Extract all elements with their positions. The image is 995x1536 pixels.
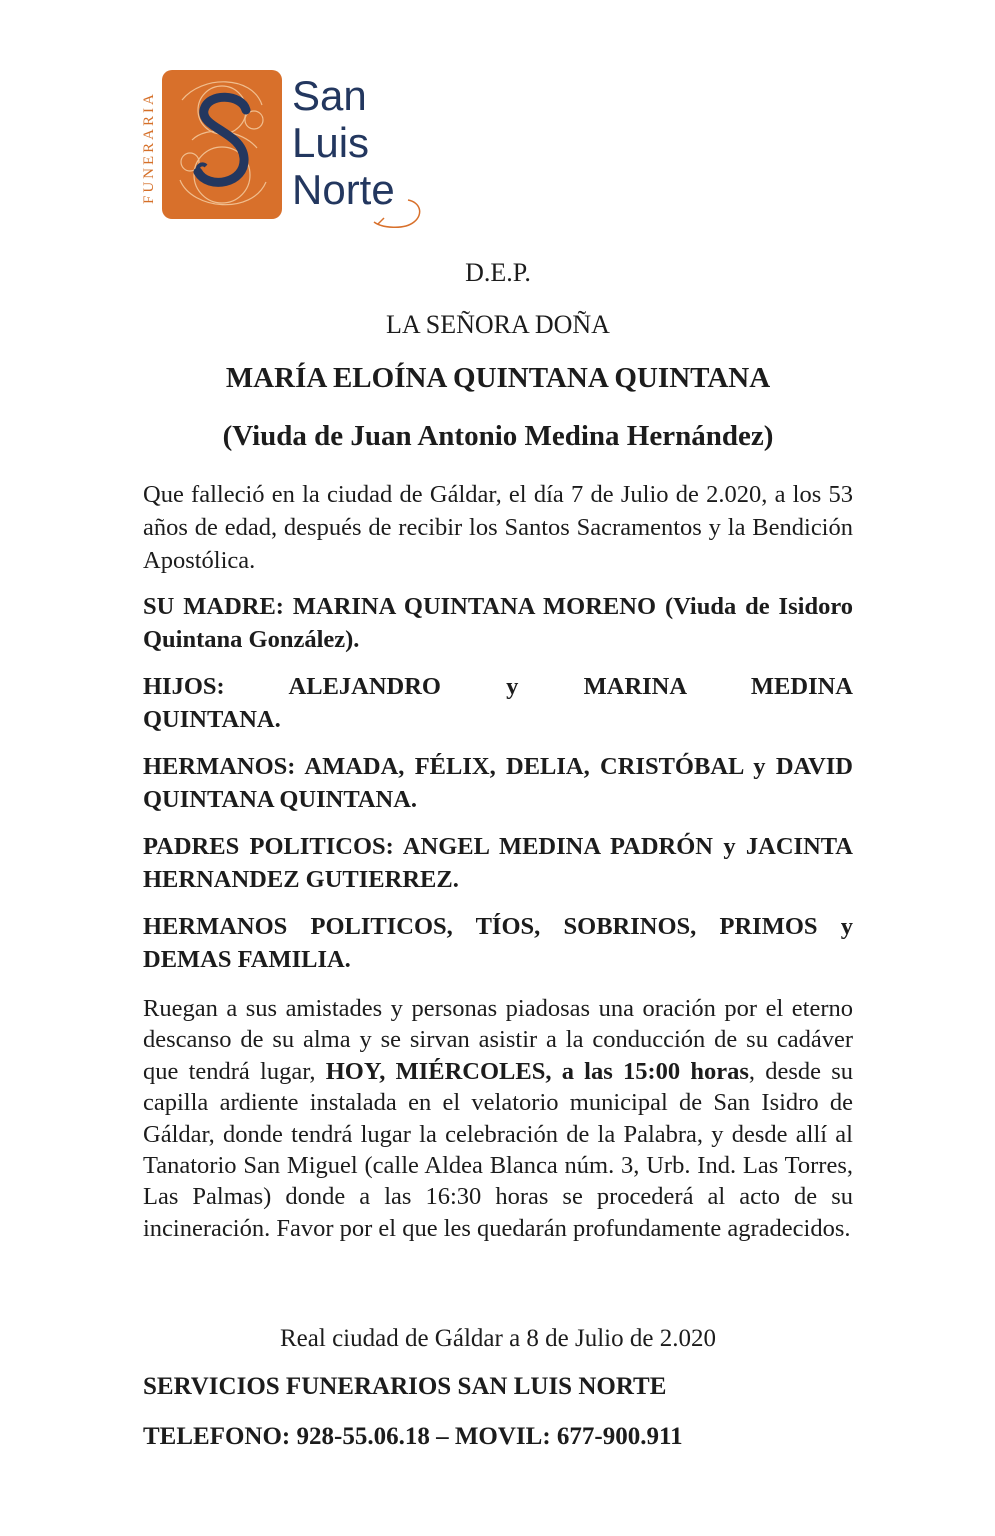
children-line-2: QUINTANA. [143,706,281,733]
siblings-line: HERMANOS: AMADA, FÉLIX, DELIA, CRISTÓBAL y DAVID QUINTANA QUINTANA. [143,753,853,813]
flourish-icon [368,192,428,232]
logo-name-line3: Norte [292,166,395,213]
logo-monogram [162,70,282,219]
services-line: SERVICIOS FUNERARIOS SAN LUIS NORTE [143,1373,667,1400]
logo-vertical-text: FUNERARIA [141,91,157,205]
request-text-2: , desde su capilla ardiente instalada en el velatorio municipal de San Isidro de Gáldar, donde tendrá lugar la celebración de la Palabra, y desde allí al Tanatorio San Miguel (calle Aldea Blanca núm. 3, Urb. Ind. Las Torres, Las Palmas) donde a las 16:30 horas se procederá al acto de su incineración. Favor por el que les quedarán profundamente agradecidos. [143,1057,853,1242]
mother-line: SU MADRE: MARINA QUINTANA MORENO (Viuda de Isidoro Quintana González). [143,593,853,653]
dep-heading: D.E.P. [465,258,531,287]
relatives-line: HERMANOS POLITICOS, TÍOS, SOBRINOS, PRIMOS y DEMAS FAMILIA. [143,913,853,973]
request-time-bold: HOY, MIÉRCOLES, a las 15:00 horas [325,1057,749,1085]
monogram-s-icon [162,70,282,219]
phones-line: TELEFONO: 928-55.06.18 – MOVIL: 677-900.911 [143,1423,683,1450]
deceased-name: MARÍA ELOÍNA QUINTANA QUINTANA [225,362,771,394]
place-date-line: Real ciudad de Gáldar a 8 de Julio de 2.020 [280,1325,716,1352]
children-block [143,670,853,736]
la-senora-heading: LA SEÑORA DOÑA [386,310,610,339]
logo-name-line1: San [292,72,367,119]
children-line-1: HIJOS: ALEJANDRO y MARINA MEDINA [143,673,853,700]
request-paragraph [143,993,853,1244]
parents-in-law-line: PADRES POLITICOS: ANGEL MEDINA PADRÓN y JACINTA HERNANDEZ GUTIERREZ. [143,833,853,893]
logo-name-line2: Luis [292,119,370,166]
death-notice: Que falleció en la ciudad de Gáldar, el día 7 de Julio de 2.020, a los 53 años de edad, después de recibir los Santos Sacramentos y la Bendición Apostólica. [143,481,853,574]
widow-of-line: (Viuda de Juan Antonio Medina Hernández) [222,420,774,452]
request-text-1: Ruegan a sus amistades y personas piadosas una oración por el eterno descanso de su alma y se sirvan asistir a la conducción de su cadáver que tendrá lugar, [143,995,853,1085]
